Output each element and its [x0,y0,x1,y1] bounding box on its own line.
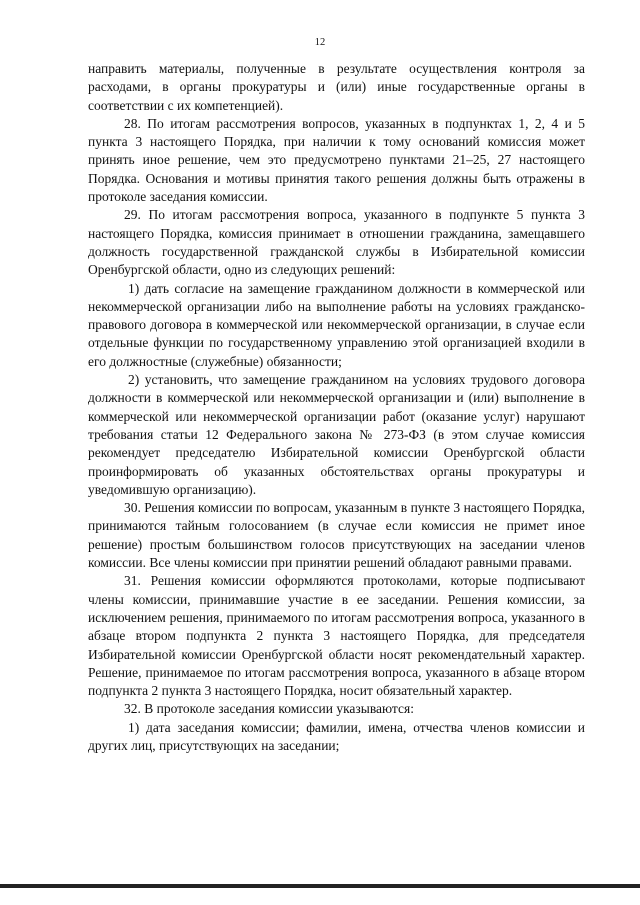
paragraph-29-item-2: 2) установить, что замещение гражданином на условиях трудового договора должности в коммерческой или некоммерческой организации и (или) выполнение в коммерческой или некоммерческой организации работ (оказание услуг) нарушают требования статьи 12 Федерального закона № 273-ФЗ (в этом случае комиссия рекомендует председателю Избирательной комиссии Оренбургской области проинформировать об указанных обстоятельствах органы прокуратуры и уведомившую организацию). [88,372,585,497]
paragraph-continuation: направить материалы, полученные в результате осуществления контроля за расходами, в органы прокуратуры и (или) иные государственные органы в соответствии с их компетенцией). [88,61,585,113]
paragraph-31: 31. Решения комиссии оформляются протоколами, которые подписывают члены комиссии, принимавшие участие в ее заседании. Решения комиссии, за исключением решения, принимаемого по итогам рассмотрения вопроса, указанного в абзаце втором подпункта 2 пункта 3 настоящего Порядка, для председателя Избирательной комиссии Оренбургской области носят рекомендательный характер. Решение, принимаемое по итогам рассмотрения вопроса, указанного в абзаце втором подпункта 2 пункта 3 настоящего Порядка, носит обязательный характер. [88,573,585,699]
paragraph-28: 28. По итогам рассмотрения вопросов, указанных в подпунктах 1, 2, 4 и 5 пункта 3 настоящего Порядка, при наличии к тому оснований комиссия может принять иное решение, чем это предусмотрено пунктами 21–25, 27 настоящего Порядка. Основания и мотивы принятия такого решения должны быть отражены в протоколе заседания комиссии. [88,115,585,205]
paragraph-30: 30. Решения комиссии по вопросам, указанным в пункте 3 настоящего Порядка, принимаются тайным голосованием (в случае если комиссия не примет иное решение) простым большинством голосов присутствующих на заседании членов комиссии. Все члены комиссии при принятии решений обладают равными правами. [88,500,585,571]
document-body [88,60,585,755]
page-number: 12 [314,37,326,48]
page-bottom-rule [0,884,640,888]
paragraph-29-item-1: 1) дать согласие на замещение гражданином должности в коммерческой или некоммерческой организации либо на выполнение работы на условиях гражданско-правового договора в коммерческой или некоммерческой организации, в случае если отдельные функции по государственному управлению этой организацией входили в его должностные (служебные) обязанности; [88,280,585,369]
paragraph-32-item-1: 1) дата заседания комиссии; фамилии, имена, отчества членов комиссии и других лиц, присутствующих на заседании; [88,719,585,753]
paragraph-29: 29. По итогам рассмотрения вопроса, указанного в подпункте 5 пункта 3 настоящего Порядка, комиссия принимает в отношении гражданина, замещавшего должность государственной гражданской службы в Избирательной комиссии Оренбургской области, одно из следующих решений: [88,207,585,278]
paragraph-32: 32. В протоколе заседания комиссии указываются: [124,701,414,717]
